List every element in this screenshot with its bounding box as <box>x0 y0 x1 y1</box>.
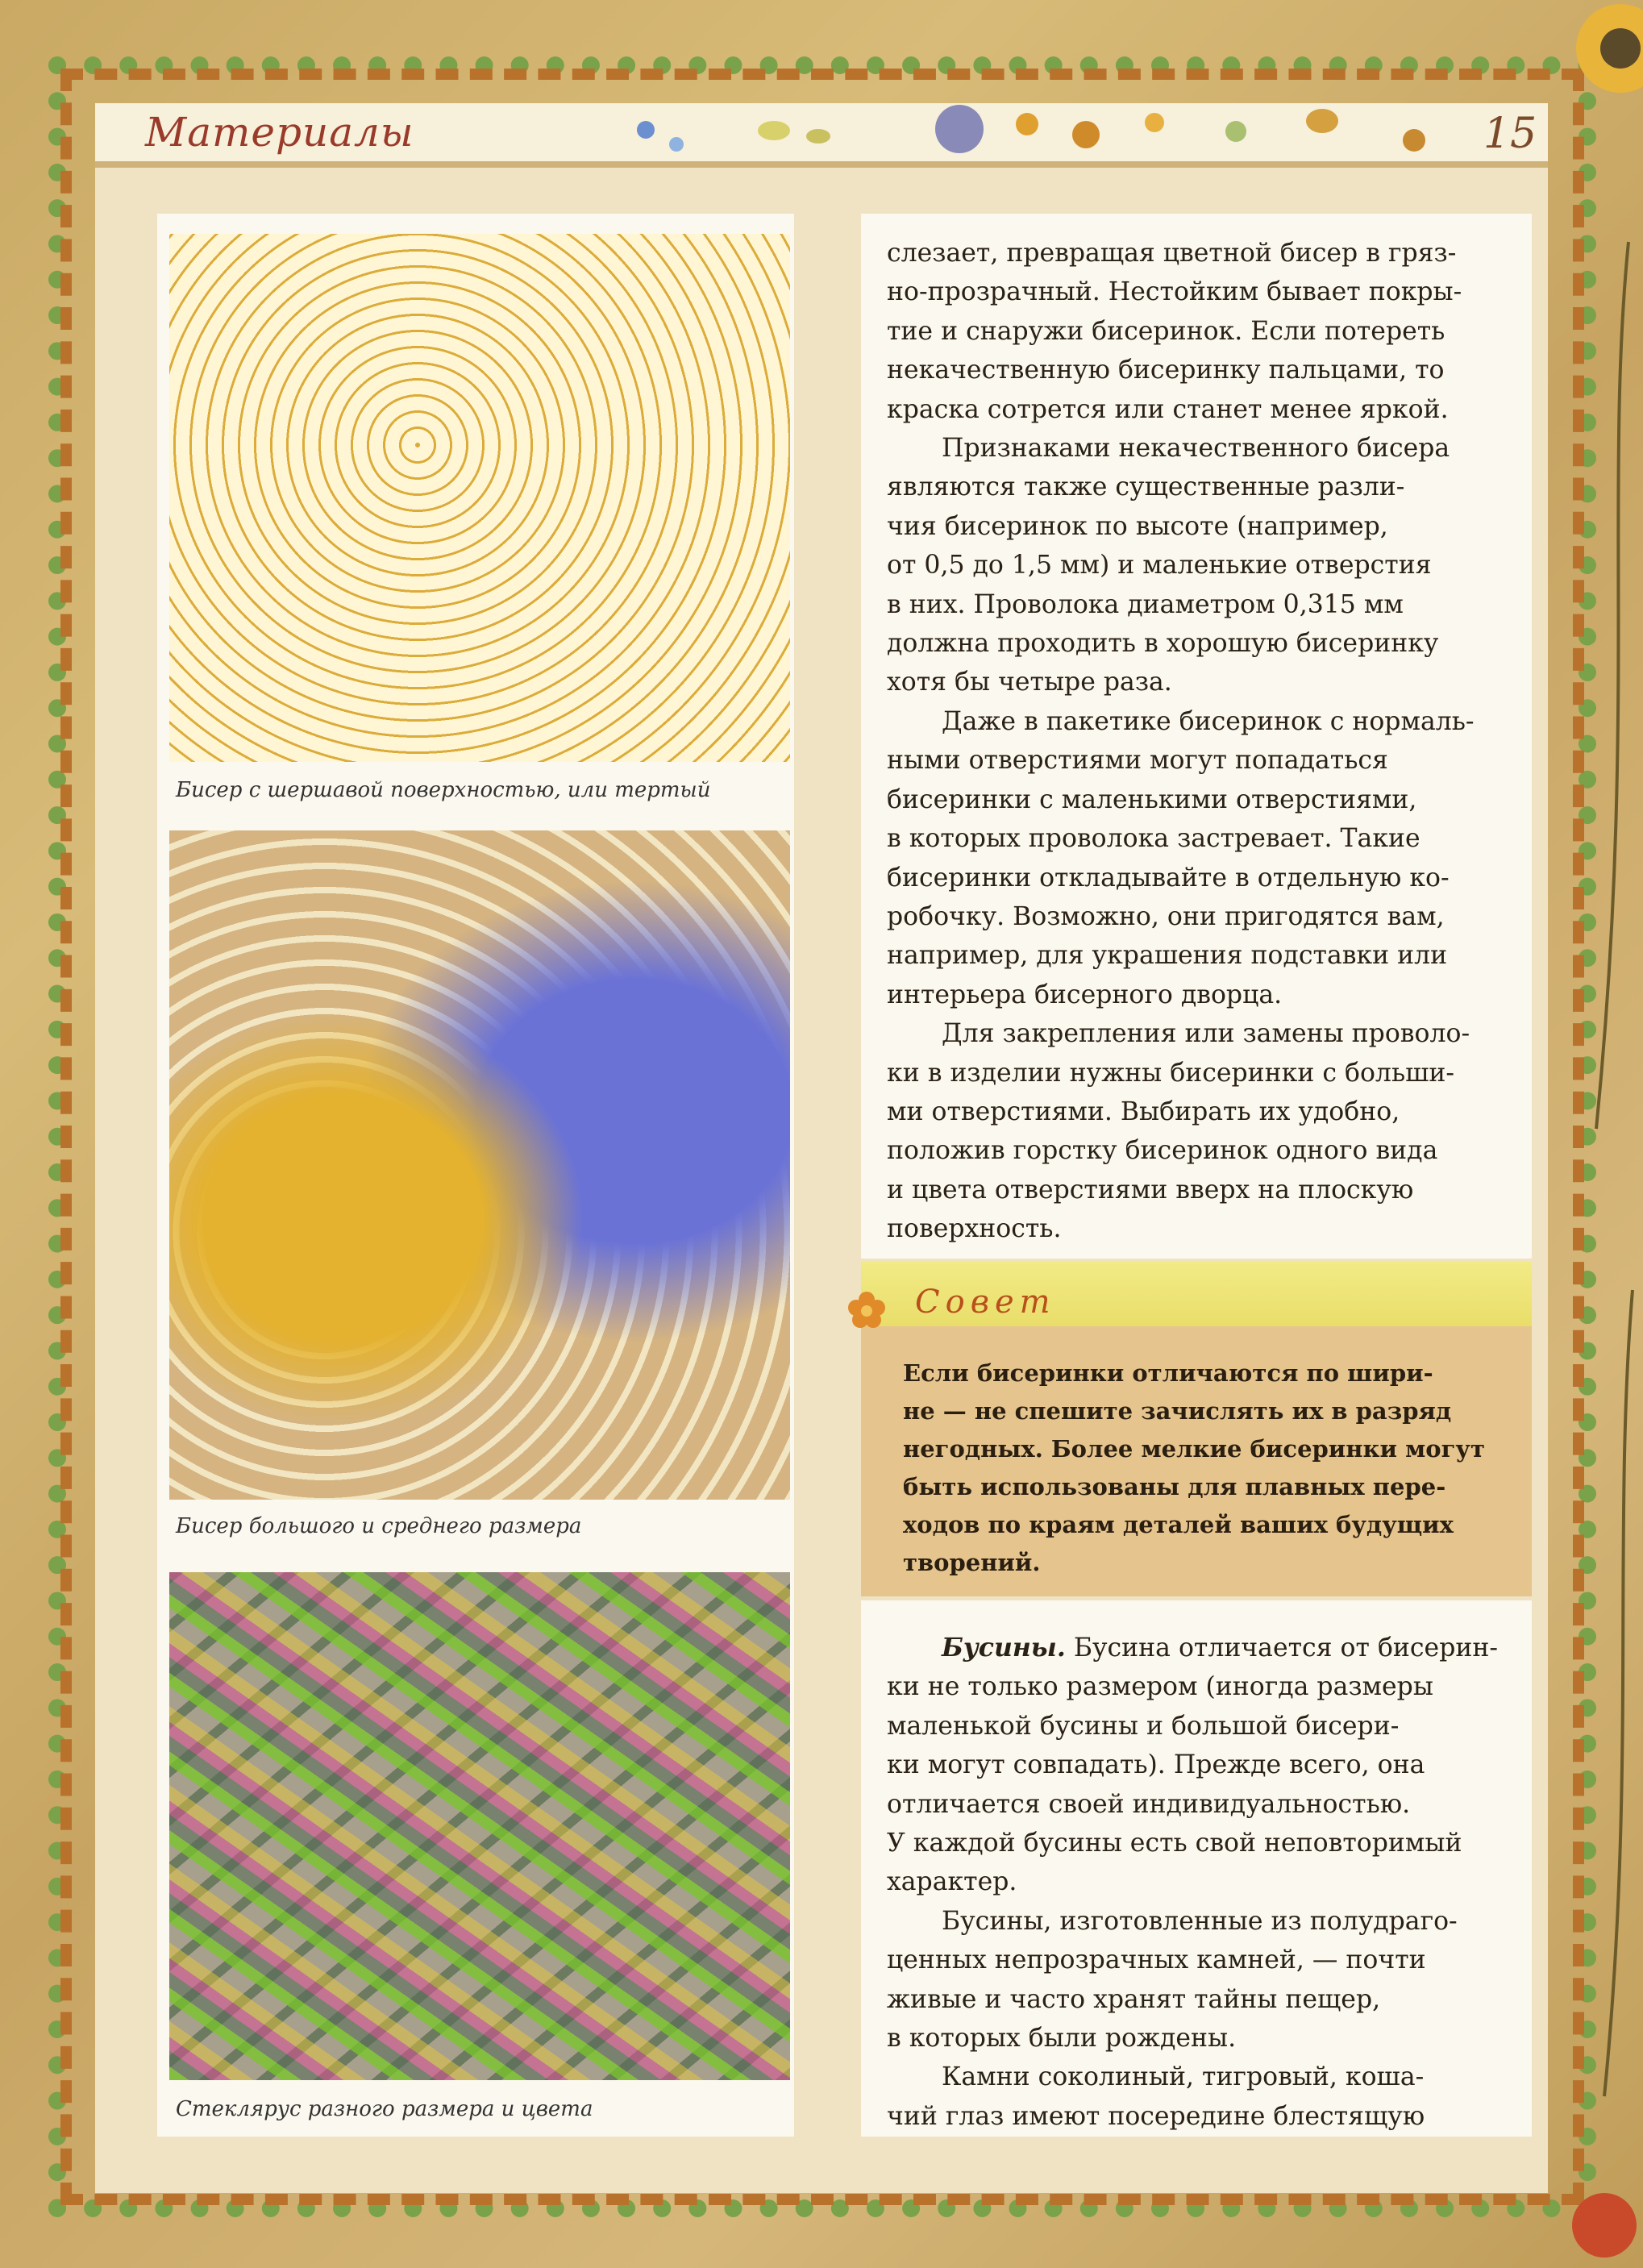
photo-bugle-beads <box>169 1572 790 2080</box>
text-line: Даже в пакетике бисеринок с нормаль- <box>942 706 1475 736</box>
text-line: должна проходить в хорошую бисеринку <box>887 629 1439 659</box>
text-line: в которых проволока застревает. Такие <box>887 824 1420 854</box>
tip-line: Если бисеринки отличаются по шири- <box>903 1359 1433 1387</box>
tip-line: быть использованы для плавных пере- <box>903 1473 1446 1500</box>
body-text-top <box>887 234 1516 1249</box>
text-line: ки в изделии нужны бисеринки с больши- <box>887 1058 1455 1088</box>
text-line: Бусины, изготовленные из полудраго- <box>942 1906 1458 1936</box>
text-line: бисеринки откладывайте в отдельную ко- <box>887 863 1450 893</box>
text-line: от 0,5 до 1,5 мм) и маленькие отверстия <box>887 551 1432 581</box>
text-line <box>887 1629 1516 1667</box>
caption-rough-beads: Бисер с шершавой поверхностью, или тертый <box>176 778 711 802</box>
text-line: поверхность. <box>887 1214 1062 1244</box>
page-number: 15 <box>1483 110 1537 158</box>
text-line: некачественную бисеринку пальцами, то <box>887 356 1445 385</box>
tip-line: не — не спешите зачислять их в разряд <box>903 1397 1452 1425</box>
text-line: ными отверстиями могут попадаться <box>887 746 1388 776</box>
text-line: краска сотрется или станет менее яркой. <box>887 394 1449 424</box>
text-line: Для закрепления или замены проволо- <box>942 1019 1470 1049</box>
term-beads: Бусины. <box>942 1633 1066 1663</box>
text-line: положив горстку бисеринок одного вида <box>887 1136 1438 1166</box>
text-line: У каждой бусины есть свой неповторимый <box>887 1829 1462 1858</box>
text-line: чий глаз имеют посередине блестящую <box>887 2101 1425 2131</box>
text-line: ки могут совпадать). Прежде всего, она <box>887 1750 1425 1780</box>
text-line: тие и снаружи бисеринок. Если потереть <box>887 316 1445 346</box>
tip-title: Совет <box>915 1284 1056 1321</box>
photo-rough-beads <box>169 234 790 762</box>
tip-line: творений. <box>903 1549 1041 1576</box>
text-line: чия бисеринок по высоте (например, <box>887 511 1388 541</box>
text-line: интерьера бисерного дворца. <box>887 980 1283 1009</box>
text-line: ки не только размером (иногда размеры <box>887 1672 1433 1702</box>
text-line: робочку. Возможно, они пригодятся вам, <box>887 901 1445 931</box>
flower-decoration <box>1556 0 1643 2268</box>
flower-icon <box>846 1290 887 1330</box>
tip-line: ходов по краям деталей ваших будущих <box>903 1511 1454 1538</box>
text-line: характер. <box>887 1867 1017 1897</box>
text-line: слезает, превращая цветной бисер в гряз- <box>887 239 1457 268</box>
text-line: в них. Проволока диаметром 0,315 мм <box>887 589 1404 619</box>
caption-bugle-beads: Стеклярус разного размера и цвета <box>176 2097 593 2121</box>
tip-text <box>903 1355 1524 1582</box>
text-line: например, для украшения подставки или <box>887 941 1448 971</box>
text-line: но-прозрачный. Нестойким бывает покры- <box>887 277 1462 307</box>
text-line: живые и часто хранят тайны пещер, <box>887 1984 1381 2014</box>
text-line: отличается своей индивидуальностью. <box>887 1789 1411 1819</box>
text-line: Признаками некачественного бисера <box>942 434 1450 464</box>
text-line: маленькой бусины и большой бисери- <box>887 1711 1400 1741</box>
text-line: ценных непрозрачных камней, — почти <box>887 1945 1426 1975</box>
text-line: бисеринки с маленькими отверстиями, <box>887 784 1417 814</box>
text-line: и цвета отверстиями вверх на плоскую <box>887 1175 1414 1205</box>
text-line: хотя бы четыре раза. <box>887 668 1172 697</box>
text-line: в которых были рождены. <box>887 2024 1237 2054</box>
tip-line: негодных. Более мелкие бисеринки могут <box>903 1435 1485 1463</box>
body-text-bottom <box>887 1629 1516 2136</box>
text-line: Камни соколиный, тигровый, коша- <box>942 2062 1425 2092</box>
header-divider <box>95 161 1548 168</box>
text-line-rest: Бусина отличается от бисерин- <box>1065 1633 1498 1663</box>
caption-large-medium-beads: Бисер большого и среднего размера <box>176 1514 582 1538</box>
text-line: являются также существенные разли- <box>887 472 1405 502</box>
photo-large-medium-beads <box>169 830 790 1500</box>
section-title: Материалы <box>145 109 414 156</box>
text-line: ми отверстиями. Выбирать их удобно, <box>887 1097 1400 1126</box>
